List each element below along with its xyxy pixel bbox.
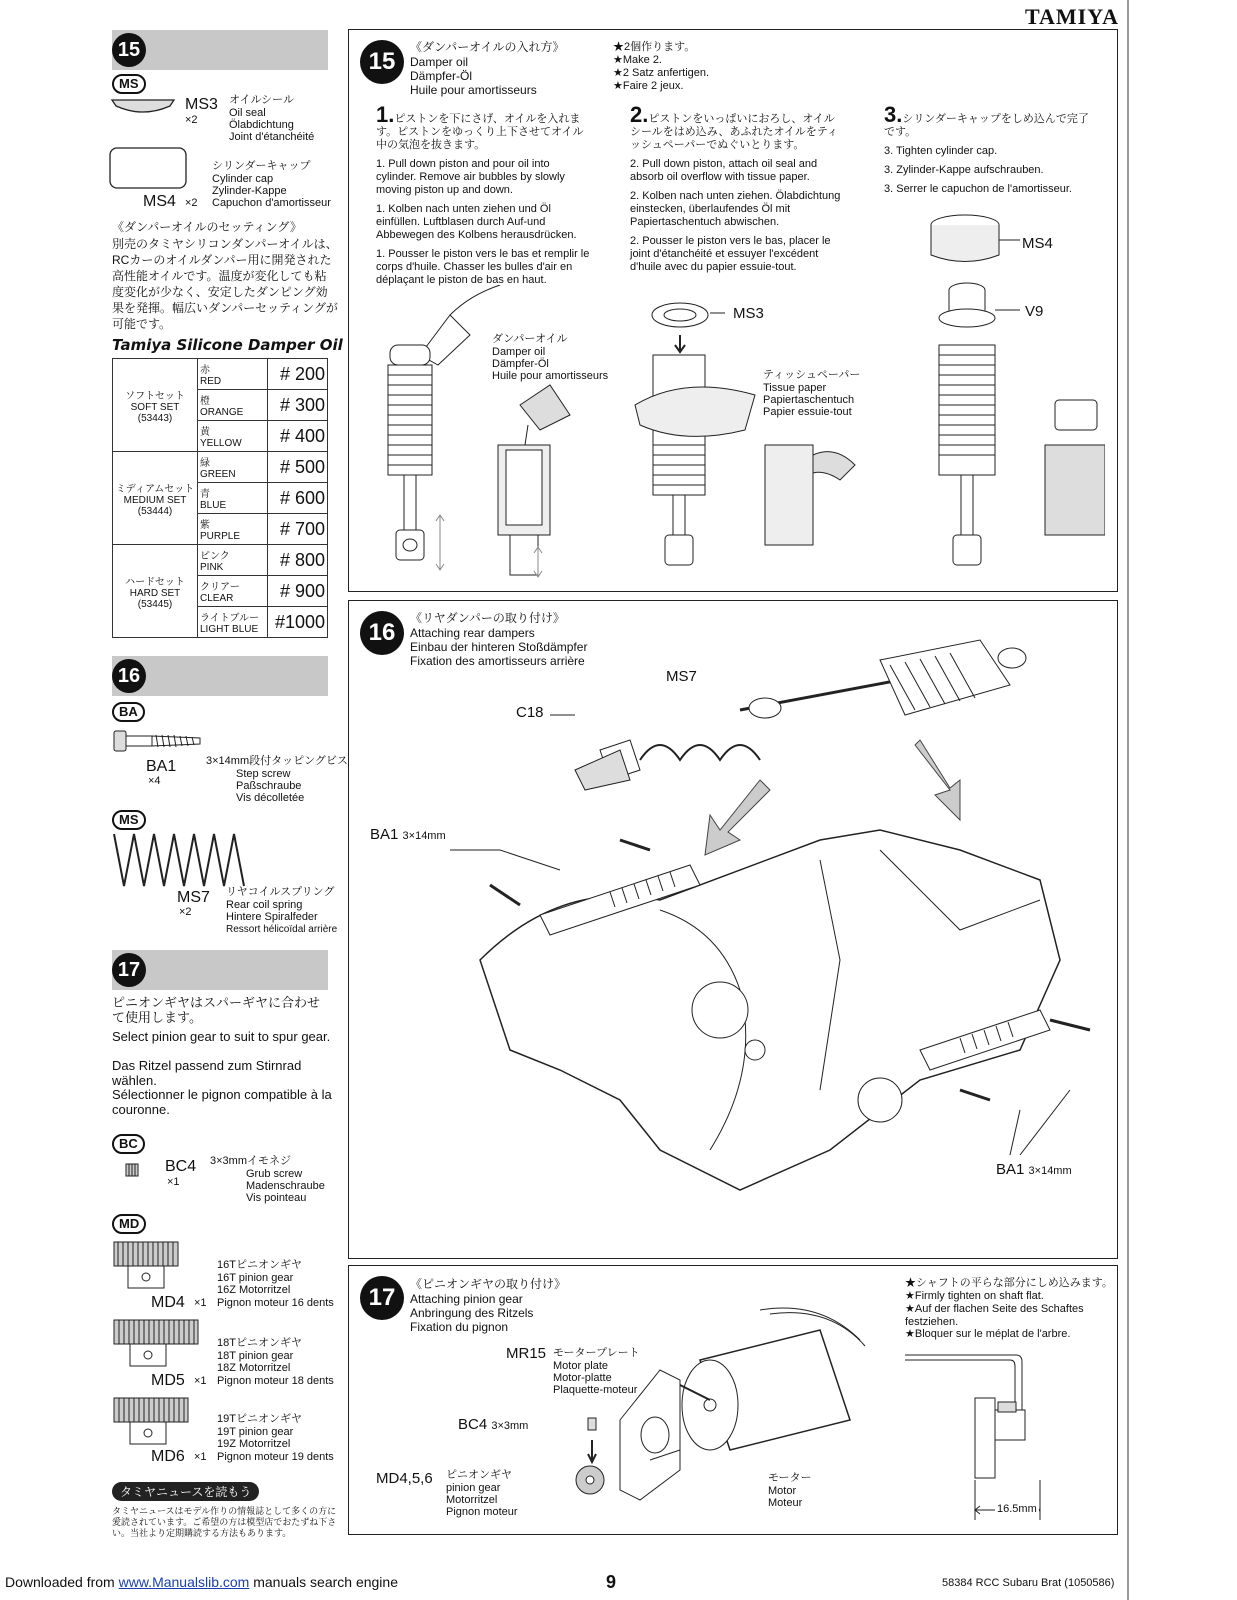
color-ja: 黄 <box>200 427 210 438</box>
ba1-code: BA1 <box>146 758 177 775</box>
color-en: GREEN <box>200 469 236 480</box>
bc4-callout <box>458 1416 528 1433</box>
panel-16-badge: 16 <box>360 611 404 655</box>
md4-qty: ×1 <box>194 1297 207 1309</box>
ms4-en: Cylinder cap <box>212 173 274 185</box>
oil-seal-icon <box>110 96 176 120</box>
color-en: ORANGE <box>200 407 244 418</box>
oil-weight: # 600 <box>267 483 327 514</box>
ba1-code-left: BA1 <box>370 826 399 843</box>
ms4-fr: Capuchon d'amortisseur <box>212 197 331 209</box>
ba1-size-left: 3×14mm <box>402 830 446 842</box>
pinion-note-en: Select pinion gear to suit to spur gear. <box>112 1029 331 1044</box>
mr15-ja: モータープレート <box>553 1347 640 1359</box>
ms3-fr: Joint d'étanchéité <box>229 131 315 143</box>
md4-de: 16Z Motorritzel <box>217 1284 291 1296</box>
coil-spring-icon <box>110 830 250 890</box>
oil-color-cell <box>198 576 268 607</box>
table-row <box>113 452 328 483</box>
oil-label-de: Dämpfer-Öl <box>492 358 549 370</box>
color-ja: ピンク <box>200 551 230 562</box>
bc4-de: Madenschraube <box>246 1180 325 1192</box>
make-2-en: ★Make 2. <box>613 54 662 66</box>
shaft-flat-diagram <box>900 1350 1060 1525</box>
pinion-note-de: Das Ritzel passend zum Stirnrad wählen. <box>112 1058 302 1088</box>
color-en: CLEAR <box>200 593 234 604</box>
shaft-note-de: ★Auf der flachen Seite des Schaftes festziehen. <box>905 1303 1084 1328</box>
md-callout-code: MD4,5,6 <box>376 1470 433 1487</box>
table-row <box>113 359 328 390</box>
footer-source-suffix: manuals search engine <box>253 1574 398 1590</box>
motor-en: Motor <box>768 1485 797 1497</box>
md5-code: MD5 <box>151 1372 185 1389</box>
tissue-en: Tissue paper <box>763 382 827 394</box>
oil-weight: # 800 <box>267 545 327 576</box>
ba1-size-right: 3×14mm <box>1028 1165 1072 1177</box>
md6-ja: 19Tピニオンギヤ <box>217 1413 302 1425</box>
oil-weight: # 700 <box>267 514 327 545</box>
pinion-gear-16t-icon <box>112 1240 182 1292</box>
set-code: (53443) <box>137 412 173 424</box>
color-ja: ライトブルー <box>200 613 259 624</box>
bag-md-tag: MD <box>112 1214 146 1234</box>
md-callout-fr: Pignon moteur <box>446 1506 518 1518</box>
panel-17-badge: 17 <box>360 1276 404 1320</box>
oil-color-cell <box>198 359 268 390</box>
bag-ms-tag: MS <box>112 74 146 94</box>
md5-ja: 18Tピニオンギヤ <box>217 1337 302 1349</box>
ms3-en: Oil seal <box>229 107 266 119</box>
md4-ja: 16Tピニオンギヤ <box>217 1259 302 1271</box>
set-ja: ハードセット <box>125 576 185 588</box>
set-ja: ソフトセット <box>125 390 185 402</box>
oil-color-cell <box>198 514 268 545</box>
color-en: LIGHT BLUE <box>200 624 259 635</box>
page-edge-rule <box>1127 0 1129 1600</box>
md6-de: 19Z Motorritzel <box>217 1438 291 1450</box>
color-ja: 青 <box>200 489 210 500</box>
mr15-code: MR15 <box>506 1345 547 1362</box>
bc4-en: Grub screw <box>246 1168 303 1180</box>
make-2-de: ★2 Satz anfertigen. <box>613 67 710 79</box>
grub-screw-icon <box>124 1162 140 1178</box>
bc4-qty: ×1 <box>167 1176 180 1188</box>
bag-ms-tag-2: MS <box>112 810 146 830</box>
cylinder-cap-icon <box>108 146 188 190</box>
md5-de: 18Z Motorritzel <box>217 1362 291 1374</box>
md5-fr: Pignon moteur 18 dents <box>217 1375 334 1387</box>
md4-code: MD4 <box>151 1294 185 1311</box>
panel-15-title-de: Dämpfer-Öl <box>410 69 473 83</box>
pinion-note-ja: ピニオンギヤはスパーギヤに合わせて使用します。 <box>112 995 321 1025</box>
oil-set-cell <box>113 359 198 452</box>
substep-3-ja: シリンダーキャップをしめ込んで完了です。 <box>884 113 1089 138</box>
ms3-callout: MS3 <box>733 305 764 322</box>
color-ja: 赤 <box>200 365 210 376</box>
substep-1-fr: 1. Pousser le piston vers le bas et remplir le corps d'huile. Chasser les bulles d'air en déplaçant le piston de bas en haut. <box>376 248 590 286</box>
oil-set-cell <box>113 452 198 545</box>
panel-16-title-de: Einbau der hinteren Stoßdämpfer <box>410 640 588 654</box>
substep-1-de: 1. Kolben nach unten ziehen und Öl einfüllen. Luftblasen durch Auf-und Abbewegen des Kolbens herausdrücken. <box>376 203 577 241</box>
ba1-ja: 3×14mm段付タッピングビス <box>206 755 348 767</box>
brand-logo: TAMIYA <box>1024 4 1119 29</box>
v9-callout: V9 <box>1025 303 1044 320</box>
dimension-label: 16.5mm <box>997 1503 1037 1515</box>
color-en: PINK <box>200 562 224 573</box>
ms3-code: MS3 <box>185 96 218 113</box>
panel-17-title-ja: 《ピニオンギヤの取り付け》 <box>410 1277 567 1291</box>
ba1-code-right: BA1 <box>996 1161 1025 1178</box>
panel-17-title-fr: Fixation du pignon <box>410 1320 509 1334</box>
substep-3-num: 3. <box>884 102 903 127</box>
bc4-ja: 3×3mmイモネジ <box>210 1155 291 1167</box>
md6-qty: ×1 <box>194 1451 207 1463</box>
set-ja: ミディアムセット <box>115 483 195 495</box>
c18-callout: C18 <box>516 704 544 721</box>
substep-2-de: 2. Kolben nach unten ziehen. Ölabdichtung einstecken, überlaufendes Öl mit Papiertaschentuch abwischen. <box>630 190 841 228</box>
pinion-note-fr: Sélectionner le pignon compatible à la couronne. <box>112 1087 332 1117</box>
ms4-code: MS4 <box>143 193 176 210</box>
shaft-note-en: ★Firmly tighten on shaft flat. <box>905 1290 1044 1302</box>
pinion-gear-18t-icon <box>112 1318 202 1370</box>
substep-3-en: 3. Tighten cylinder cap. <box>884 145 998 157</box>
make-2-fr: ★Faire 2 jeux. <box>613 80 684 92</box>
oil-seal-tissue-illustration <box>625 295 865 585</box>
substep-1-ja: ピストンを下にさげ、オイルを入れます。ピストンをゆっくり上下させてオイル中の気泡を抜きます。 <box>376 113 584 151</box>
ms7-en: Rear coil spring <box>226 899 303 911</box>
ms3-qty: ×2 <box>185 114 198 126</box>
md6-code: MD6 <box>151 1448 185 1465</box>
damper-setting-text: 別売のタミヤシリコンダンパーオイルは、RCカーのオイルダンパー用に開発された高性能オイルです。温度が変化しても粘度変化が少なく、安定したダンピング効果を発揮。幅広いダンパーセッティングが可能です。 <box>112 237 338 331</box>
color-en: BLUE <box>200 500 227 511</box>
footer-model-code: 58384 RCC Subaru Brat (1050586) <box>942 1577 1115 1589</box>
substep-2-en: 2. Pull down piston, attach oil seal and absorb oil overflow with tissue paper. <box>630 158 818 183</box>
panel-16-title-fr: Fixation des amortisseurs arrière <box>410 654 585 668</box>
oil-weight: # 300 <box>267 390 327 421</box>
oil-weight: # 900 <box>267 576 327 607</box>
color-ja: 紫 <box>200 520 210 531</box>
color-ja: 橙 <box>200 396 210 407</box>
panel-16-title-ja: 《リヤダンパーの取り付け》 <box>410 611 565 625</box>
md4-fr: Pignon moteur 16 dents <box>217 1297 334 1309</box>
substep-2-num: 2. <box>630 102 649 127</box>
rear-damper-assembly-illustration <box>360 630 1110 1250</box>
panel-15-title-ja: 《ダンパーオイルの入れ方》 <box>410 40 565 54</box>
substep-2-ja: ピストンをいっぱいにおろし、オイルシールをはめ込み、あふれたオイルをティッシュペーパーでぬぐいとります。 <box>630 113 839 151</box>
color-ja: クリアー <box>200 582 240 593</box>
substep-1-en: 1. Pull down piston and pour oil into cylinder. Remove air bubbles by slowly moving piston up and down. <box>376 158 565 196</box>
tissue-de: Papiertaschentuch <box>763 394 855 406</box>
substep-1-num: 1. <box>376 102 395 127</box>
color-ja: 緑 <box>200 458 210 469</box>
tamiya-news-text: タミヤニュースはモデル作りの情報誌として多くの方に愛読されています。ご希望の方は模型店でおたずね下さい。当社より定期購読する方法もあります。 <box>112 1506 337 1538</box>
oil-color-cell <box>198 421 268 452</box>
shaft-note-fr: ★Bloquer sur le méplat de l'arbre. <box>905 1328 1071 1340</box>
damper-oil-filling-illustration <box>360 285 610 585</box>
manualslib-link[interactable]: www.Manualslib.com <box>118 1574 250 1590</box>
panel-17-title-de: Anbringung des Ritzels <box>410 1306 534 1320</box>
ms7-fr: Ressort hélicoïdal arrière <box>226 924 338 935</box>
cylinder-cap-assembly-illustration <box>925 210 1105 585</box>
mr15-fr: Plaquette-moteur <box>553 1384 638 1396</box>
bag-ba-tag: BA <box>112 702 145 722</box>
table-row <box>113 545 328 576</box>
bc4-callout-code: BC4 <box>458 1416 488 1433</box>
page-number: 9 <box>606 1572 617 1592</box>
color-en: YELLOW <box>200 438 242 449</box>
step-screw-icon <box>112 728 204 754</box>
md5-en: 18T pinion gear <box>217 1350 294 1362</box>
oil-color-cell <box>198 390 268 421</box>
footer-source <box>5 1574 398 1590</box>
oil-label-ja: ダンパーオイル <box>492 333 568 345</box>
ba1-qty: ×4 <box>148 775 161 787</box>
panel-15-title-fr: Huile pour amortisseurs <box>410 83 537 97</box>
set-en: SOFT SET <box>130 401 180 413</box>
oil-color-cell <box>198 607 268 638</box>
shaft-note-ja: ★シャフトの平らな部分にしめ込みます。 <box>905 1277 1113 1289</box>
ba1-fr: Vis décolletée <box>236 792 305 804</box>
oil-table-title: Tamiya Silicone Damper Oil <box>112 336 343 354</box>
tamiya-news-banner: タミヤニュースを読もう <box>112 1482 259 1501</box>
step-16-badge: 16 <box>112 659 146 693</box>
oil-label-fr: Huile pour amortisseurs <box>492 370 609 382</box>
md6-en: 19T pinion gear <box>217 1426 294 1438</box>
step-15-badge: 15 <box>112 33 146 67</box>
panel-17-title-en: Attaching pinion gear <box>410 1292 523 1306</box>
md4-en: 16T pinion gear <box>217 1272 294 1284</box>
oil-weight: # 400 <box>267 421 327 452</box>
color-en: RED <box>200 376 222 387</box>
ms4-qty: ×2 <box>185 197 198 209</box>
oil-set-cell <box>113 545 198 638</box>
motor-ja: モーター <box>768 1472 812 1484</box>
ms7-ja: リヤコイルスプリング <box>226 886 335 898</box>
ms4-de: Zylinder-Kappe <box>212 185 287 197</box>
md5-qty: ×1 <box>194 1375 207 1387</box>
set-en: MEDIUM SET <box>123 494 187 506</box>
bc4-callout-size: 3×3mm <box>491 1420 529 1432</box>
ms4-ja: シリンダーキャップ <box>212 160 311 172</box>
substep-1 <box>376 102 591 287</box>
substep-3 <box>884 102 1099 196</box>
panel-16-title-en: Attaching rear dampers <box>410 626 535 640</box>
ms3-ja: オイルシール <box>229 94 294 106</box>
set-code: (53444) <box>137 505 173 517</box>
ms3-de: Ölabdichtung <box>229 119 294 131</box>
oil-color-cell <box>198 483 268 514</box>
oil-label-en: Damper oil <box>492 346 546 358</box>
ms4-callout: MS4 <box>1022 235 1053 252</box>
ms7-code: MS7 <box>177 889 210 906</box>
tissue-ja: ティッシュペーパー <box>763 369 861 381</box>
ba1-en: Step screw <box>236 768 291 780</box>
make-2-ja: ★2個作ります。 <box>613 41 696 53</box>
oil-weight: #1000 <box>267 607 327 638</box>
md-callout-de: Motorritzel <box>446 1494 498 1506</box>
motor-pinion-illustration <box>560 1300 890 1530</box>
ms7-qty: ×2 <box>179 906 192 918</box>
substep-3-de: 3. Zylinder-Kappe aufschrauben. <box>884 164 1044 176</box>
ms7-callout: MS7 <box>666 668 697 685</box>
ms7-de: Hintere Spiralfeder <box>226 911 318 923</box>
pinion-gear-19t-icon <box>112 1396 192 1448</box>
oil-color-cell <box>198 545 268 576</box>
panel-15-title-en: Damper oil <box>410 55 469 69</box>
bag-bc-tag: BC <box>112 1134 145 1154</box>
panel-15-badge: 15 <box>360 40 404 84</box>
mr15-de: Motor-platte <box>553 1372 612 1384</box>
color-en: PURPLE <box>200 531 241 542</box>
md-callout-en: pinion gear <box>446 1482 501 1494</box>
oil-table <box>112 358 328 638</box>
tissue-fr: Papier essuie-tout <box>763 406 852 418</box>
step-17-badge: 17 <box>112 953 146 987</box>
footer-source-prefix: Downloaded from <box>5 1574 115 1590</box>
set-en: HARD SET <box>129 587 181 599</box>
damper-setting-title: 《ダンパーオイルのセッティング》 <box>112 220 302 234</box>
substep-2-fr: 2. Pousser le piston vers le bas, placer le joint d'étanchéité et essuyer l'excédent d'huile avec du papier essuie-tout. <box>630 235 831 273</box>
md6-fr: Pignon moteur 19 dents <box>217 1451 334 1463</box>
bc4-code: BC4 <box>165 1158 197 1175</box>
set-code: (53445) <box>137 598 173 610</box>
oil-color-cell <box>198 452 268 483</box>
substep-2 <box>630 102 845 274</box>
bc4-fr: Vis pointeau <box>246 1192 307 1204</box>
ba1-de: Paßschraube <box>236 780 302 792</box>
substep-3-fr: 3. Serrer le capuchon de l'amortisseur. <box>884 183 1072 195</box>
oil-weight: # 500 <box>267 452 327 483</box>
md-callout-ja: ピニオンギヤ <box>446 1469 512 1481</box>
mr15-en: Motor plate <box>553 1360 609 1372</box>
oil-weight: # 200 <box>267 359 327 390</box>
motor-fr: Moteur <box>768 1497 803 1509</box>
